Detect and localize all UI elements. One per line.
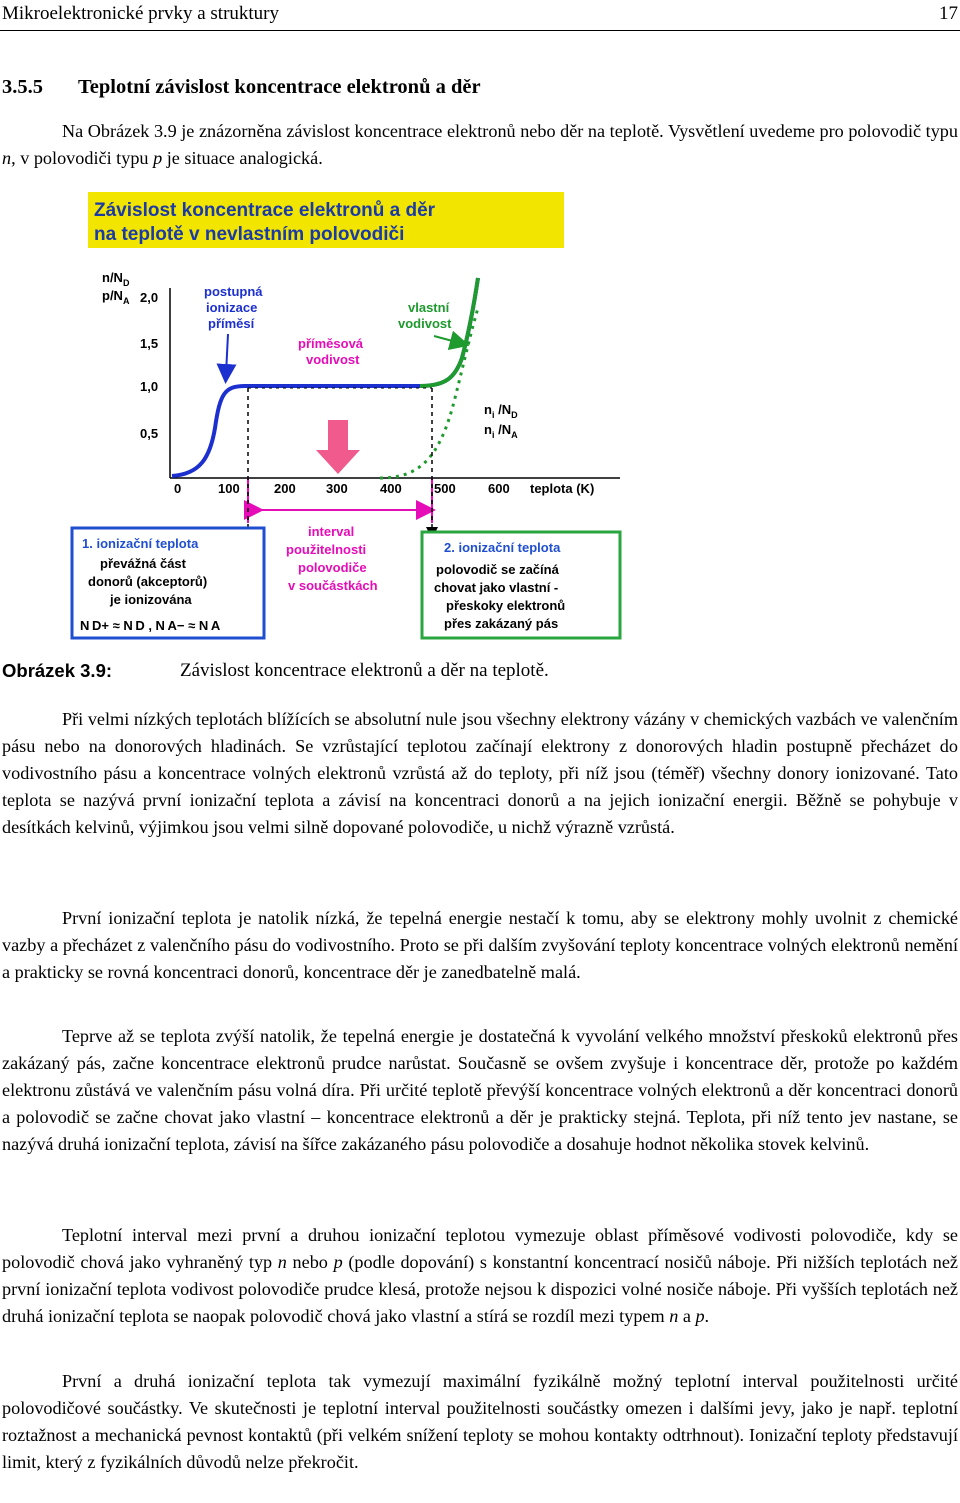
paragraph-5: První a druhá ionizační teplota tak vymezují maximální fyzikálně možný teplotní interval použitelnosti určité polovodičové součástky. Ve skutečnosti je teplotní interval použitelnosti součástky omezen i dalšími jevy, jako je např. teplotní roztažnost a mechanická pevnost kontaktů (při velkém snížení teploty se mohou kontakty odtrhnout). Ionizační teploty představují limit, který z fyzikálních důvodů nelze překročit. <box>2 1371 958 1472</box>
box2-line4: přes zakázaný pás <box>444 616 559 631</box>
arrow-vlastni <box>434 336 460 343</box>
x-tick-100: 100 <box>218 481 240 496</box>
para4-type-n2: n <box>669 1305 679 1326</box>
y-axis-label-p: $p/N_A$ <box>102 288 130 306</box>
interval-line4: v součástkách <box>288 578 378 593</box>
para4-text-e: . <box>704 1305 710 1326</box>
para4-type-n: n <box>277 1251 287 1272</box>
x-tick-200: 200 <box>274 481 296 496</box>
intro-text-3: je situace analogická. <box>162 147 323 168</box>
header-title: Mikroelektronické prvky a struktury <box>2 3 280 24</box>
para4-type-p: p <box>333 1251 343 1272</box>
page-number: 17 <box>939 3 958 24</box>
ann-vlastni-2: vodivost <box>398 316 452 331</box>
y-tick-1-0: 1,0 <box>140 379 159 394</box>
concentration-curve-green <box>420 278 478 386</box>
paragraph-2: První ionizační teplota je natolik nízká, že tepelná energie nestačí k tomu, aby se elektrony mohly uvolnit z chemické vazby a přecházet z valenčního pásu do vodivostního. Proto se při dalším zvyšování teploty koncentrace volných elektronů nemění a prakticky se rovná koncentraci donorů, koncentrace děr je zanedbatelně malá. <box>2 908 958 982</box>
page-header <box>0 0 960 31</box>
section-title: Teplotní závislost koncentrace elektronů a děr <box>78 76 481 98</box>
box1-line2: donorů (akceptorů) <box>88 574 208 589</box>
x-tick-600: 600 <box>488 481 510 496</box>
box2-title: 2. ionizační teplota <box>444 540 561 555</box>
x-tick-400: 400 <box>380 481 402 496</box>
paragraph-3: Teprve až se teplota zvýší natolik, že tepelná energie je dostatečná k vyvolání velkého množství přeskoků elektronů přes zakázaný pás, začne koncentrace elektronů prudce narůstat. Současně se ovšem zvyšuje i koncentrace děr, protože po každém elektronu zůstává ve valenčním pásu volná díra. Při určité teplotě převýší koncentrace volných elektronů a děr koncentraci donorů a polovodič se začne chovat jako vlastní – koncentrace elektronů a děr je prakticky stejná. Teplota, při níž tento jev nastane, se nazývá druhá ionizační teplota, závisí na šířce zakázaného pásu polovodiče a dosahuje hodnot několika stovek kelvinů. <box>2 1026 958 1154</box>
x-axis-label: teplota (K) <box>530 481 595 496</box>
ann-ni-nd: $n_i$ $/N_D$ <box>484 402 518 420</box>
paragraph-1: Při velmi nízkých teplotách blížících se absolutní nule jsou všechny elektrony vázány v chemických vazbách ve valenčním pásu nebo na donorových hladinách. Se vzrůstající teplotou začínají elektrony z donorových hladin postupně přecházet do vodivostního pásu a koncentrace volných elektronů vzrůstá až do teploty, při níž jsou (téměř) všechny donory ionizované. Tato teplota se nazývá první ionizační teplota a závisí na koncentraci donorů a na jejich ionizační energii. Běžně se pohybuje v desítkách kelvinů, výjimkou jsou velmi silně dopované polovodiče, u nichž výrazně vzrůstá. <box>2 709 958 837</box>
intro-text-2: , v polovodiči typu <box>11 147 154 168</box>
ann-postupna-1: postupná <box>204 284 263 299</box>
interval-line3: polovodiče <box>298 560 367 575</box>
section-number: 3.5.5 <box>2 76 43 98</box>
para4-text-b: nebo <box>286 1251 334 1272</box>
box2-line2: chovat jako vlastní - <box>434 580 559 595</box>
y-axis-label-n: $n/N_D$ <box>102 270 130 288</box>
para4-text-c: (podle dopování) s konstantní koncentrací nosičů náboje. Při nižších teplotách než první ionizační teplota vodivost polovodiče prudce klesá, protože nejsou k dispozici volné nosiče náboje. Při vyšších teplotách než druhá ionizační teplota se naopak polovodič chová jako vlastní a stírá se rozdíl mezi typem <box>2 1251 958 1326</box>
ann-primesova-2: vodivost <box>306 352 360 367</box>
x-tick-500: 500 <box>434 481 456 496</box>
box2-line3: přeskoky elektronů <box>446 598 566 613</box>
concentration-figure <box>60 188 640 644</box>
interval-line2: použitelnosti <box>286 542 367 557</box>
para4-text-d: a <box>678 1305 696 1326</box>
ann-primesova-1: příměsová <box>298 336 364 351</box>
y-tick-2-0: 2,0 <box>140 290 159 305</box>
para4-type-p2: p <box>695 1305 705 1326</box>
ann-postupna-3: příměsí <box>208 316 255 331</box>
para4-text-a: Teplotní interval mezi první a druhou ionizační teplotou vymezuje oblast příměsové vodivosti polovodiče, kdy se polovodič chová jako vyhraněný typ <box>2 1225 958 1272</box>
arrow-postupna <box>226 334 228 374</box>
ann-postupna-2: ionizace <box>206 300 258 315</box>
section-heading <box>2 76 481 99</box>
y-tick-0-5: 0,5 <box>140 426 159 441</box>
intro-type-n: n <box>2 147 12 168</box>
y-tick-1-5: 1,5 <box>140 336 159 351</box>
intro-paragraph <box>2 118 958 172</box>
x-tick-300: 300 <box>326 481 348 496</box>
paragraph-4 <box>2 1222 958 1330</box>
box1-line1: převážná část <box>100 556 186 571</box>
figure-title-line2: na teplotě v nevlastním polovodiči <box>94 224 405 245</box>
x-tick-0: 0 <box>174 481 182 496</box>
intrinsic-curve-dotted <box>380 308 478 478</box>
pink-down-arrow <box>316 420 360 474</box>
intro-text-1: Na Obrázek 3.9 je znázorněna závislost koncentrace elektronů nebo děr na teplotě. Vysvětlení uvedeme pro polovodič typu <box>62 121 958 141</box>
ann-ni-na: $n_i$ $/N_A$ <box>484 422 518 440</box>
caption-label: Obrázek 3.9: <box>2 660 113 681</box>
box1-title: 1. ionizační teplota <box>82 536 199 551</box>
box2-line1: polovodič se začíná <box>436 562 559 577</box>
box1-line3: je ionizována <box>110 592 192 607</box>
intro-type-p: p <box>153 147 163 168</box>
figure-title-line1: Závislost koncentrace elektronů a děr <box>94 200 436 221</box>
ann-vlastni-1: vlastní <box>408 300 450 315</box>
caption-text: Závislost koncentrace elektronů a děr na teplotě. <box>180 660 549 681</box>
interval-line1: interval <box>308 524 355 539</box>
figure-caption <box>2 660 549 683</box>
box1-formula: N D+ ≈ N D , N A− ≈ N A <box>80 618 221 633</box>
